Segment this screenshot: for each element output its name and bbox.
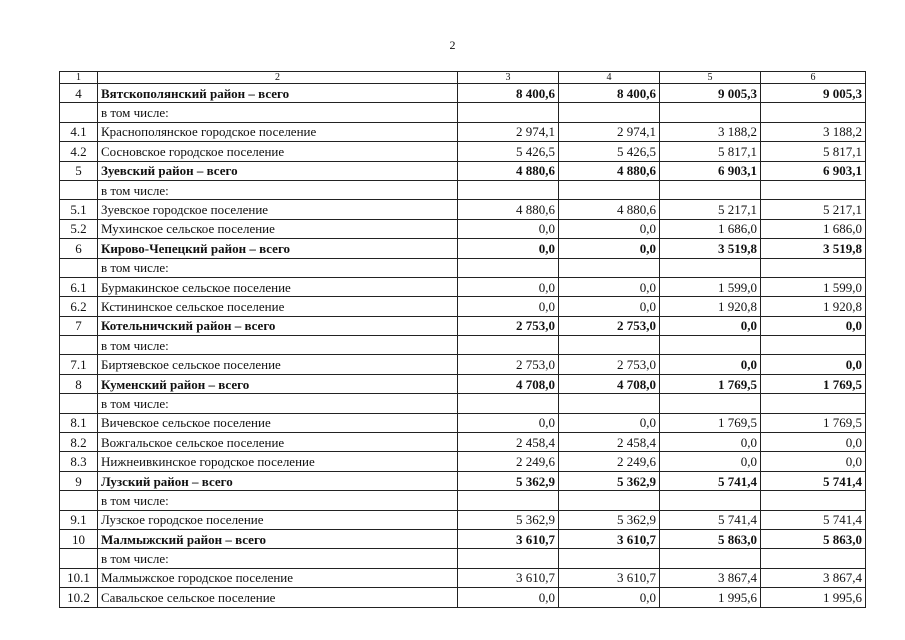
district-total-row: [60, 316, 866, 335]
value-col-4: 2 458,4: [559, 433, 660, 452]
value-col-4: [559, 103, 660, 122]
value-col-4: [559, 394, 660, 413]
value-col-3: 3 610,7: [458, 529, 559, 548]
settlement-row: [60, 413, 866, 432]
value-col-3: [458, 549, 559, 568]
value-col-6: 3 867,4: [761, 568, 866, 587]
value-col-3: 3 610,7: [458, 568, 559, 587]
value-col-4: [559, 491, 660, 510]
value-col-6: [761, 103, 866, 122]
value-col-3: 0,0: [458, 413, 559, 432]
value-col-3: 4 880,6: [458, 200, 559, 219]
row-name: Биртяевское сельское поселение: [98, 355, 458, 374]
subheading-row: [60, 103, 866, 122]
settlement-row: [60, 433, 866, 452]
value-col-5: 0,0: [660, 433, 761, 452]
row-number: [60, 103, 98, 122]
value-col-6: 5 817,1: [761, 142, 866, 161]
row-number: 4.1: [60, 122, 98, 141]
row-number: 10.2: [60, 588, 98, 607]
value-col-4: 0,0: [559, 413, 660, 432]
row-number: 10: [60, 529, 98, 548]
value-col-6: 5 741,4: [761, 510, 866, 529]
value-col-4: 2 753,0: [559, 316, 660, 335]
subheading-row: [60, 491, 866, 510]
value-col-6: 1 769,5: [761, 374, 866, 393]
subheading-row: [60, 180, 866, 199]
column-number: 4: [559, 72, 660, 84]
row-name: Мухинское сельское поселение: [98, 219, 458, 238]
value-col-4: 0,0: [559, 297, 660, 316]
value-col-5: 0,0: [660, 316, 761, 335]
row-name: Зуевский район – всего: [98, 161, 458, 180]
value-col-6: 3 188,2: [761, 122, 866, 141]
value-col-3: [458, 258, 559, 277]
value-col-4: 0,0: [559, 277, 660, 296]
value-col-5: [660, 336, 761, 355]
row-number: [60, 180, 98, 199]
value-col-5: 1 920,8: [660, 297, 761, 316]
value-col-4: 2 974,1: [559, 122, 660, 141]
district-total-row: [60, 471, 866, 490]
district-total-row: [60, 84, 866, 103]
value-col-5: 5 741,4: [660, 471, 761, 490]
row-number: 4: [60, 84, 98, 103]
column-number: 5: [660, 72, 761, 84]
district-total-row: [60, 161, 866, 180]
value-col-5: 1 686,0: [660, 219, 761, 238]
value-col-4: [559, 336, 660, 355]
settlement-row: [60, 510, 866, 529]
value-col-6: 0,0: [761, 433, 866, 452]
row-name: Бурмакинское сельское поселение: [98, 277, 458, 296]
value-col-5: 3 188,2: [660, 122, 761, 141]
settlement-row: [60, 277, 866, 296]
value-col-3: 0,0: [458, 277, 559, 296]
value-col-4: 8 400,6: [559, 84, 660, 103]
row-number: 7: [60, 316, 98, 335]
value-col-3: [458, 180, 559, 199]
value-col-3: 0,0: [458, 219, 559, 238]
row-number: 7.1: [60, 355, 98, 374]
value-col-6: [761, 491, 866, 510]
value-col-6: 5 741,4: [761, 471, 866, 490]
row-name: Лузский район – всего: [98, 471, 458, 490]
value-col-3: 2 753,0: [458, 316, 559, 335]
value-col-4: [559, 549, 660, 568]
value-col-5: 9 005,3: [660, 84, 761, 103]
value-col-3: [458, 491, 559, 510]
value-col-4: 0,0: [559, 239, 660, 258]
value-col-4: 5 426,5: [559, 142, 660, 161]
value-col-6: 0,0: [761, 316, 866, 335]
value-col-5: [660, 491, 761, 510]
value-col-6: [761, 180, 866, 199]
value-col-6: 3 519,8: [761, 239, 866, 258]
value-col-5: 1 769,5: [660, 374, 761, 393]
row-name: Лузское городское поселение: [98, 510, 458, 529]
settlement-row: [60, 588, 866, 607]
value-col-6: 1 995,6: [761, 588, 866, 607]
value-col-4: 4 708,0: [559, 374, 660, 393]
row-number: 9.1: [60, 510, 98, 529]
row-number: [60, 491, 98, 510]
subheading-label: в том числе:: [98, 258, 458, 277]
value-col-3: [458, 103, 559, 122]
settlement-row: [60, 142, 866, 161]
row-name: Вожгальское сельское поселение: [98, 433, 458, 452]
column-number: 1: [60, 72, 98, 84]
value-col-5: 1 995,6: [660, 588, 761, 607]
row-name: Кстининское сельское поселение: [98, 297, 458, 316]
settlement-row: [60, 200, 866, 219]
value-col-4: 3 610,7: [559, 529, 660, 548]
value-col-4: 4 880,6: [559, 200, 660, 219]
subheading-label: в том числе:: [98, 336, 458, 355]
value-col-5: 3 519,8: [660, 239, 761, 258]
row-name: Малмыжское городское поселение: [98, 568, 458, 587]
row-number: [60, 258, 98, 277]
value-col-4: 5 362,9: [559, 510, 660, 529]
district-total-row: [60, 239, 866, 258]
row-number: 6.1: [60, 277, 98, 296]
value-col-5: [660, 258, 761, 277]
subheading-row: [60, 394, 866, 413]
value-col-4: 4 880,6: [559, 161, 660, 180]
value-col-4: 2 249,6: [559, 452, 660, 471]
column-number: 2: [98, 72, 458, 84]
subheading-row: [60, 549, 866, 568]
value-col-5: 6 903,1: [660, 161, 761, 180]
district-total-row: [60, 529, 866, 548]
row-name: Зуевское городское поселение: [98, 200, 458, 219]
subheading-label: в том числе:: [98, 180, 458, 199]
value-col-5: [660, 103, 761, 122]
value-col-5: [660, 394, 761, 413]
subheading-row: [60, 258, 866, 277]
value-col-4: 5 362,9: [559, 471, 660, 490]
column-number-row: [60, 72, 866, 84]
value-col-6: [761, 336, 866, 355]
settlement-row: [60, 122, 866, 141]
value-col-5: 0,0: [660, 355, 761, 374]
row-name: Кирово-Чепецкий район – всего: [98, 239, 458, 258]
value-col-3: 2 249,6: [458, 452, 559, 471]
value-col-3: 5 426,5: [458, 142, 559, 161]
subheading-label: в том числе:: [98, 491, 458, 510]
value-col-4: [559, 258, 660, 277]
value-col-4: [559, 180, 660, 199]
budget-table: [59, 71, 866, 608]
subheading-label: в том числе:: [98, 549, 458, 568]
settlement-row: [60, 452, 866, 471]
value-col-5: 1 769,5: [660, 413, 761, 432]
row-name: Котельничский район – всего: [98, 316, 458, 335]
value-col-3: 8 400,6: [458, 84, 559, 103]
value-col-3: 2 753,0: [458, 355, 559, 374]
value-col-3: [458, 394, 559, 413]
value-col-3: 0,0: [458, 239, 559, 258]
value-col-4: 0,0: [559, 219, 660, 238]
value-col-6: 1 769,5: [761, 413, 866, 432]
settlement-row: [60, 219, 866, 238]
value-col-3: 2 458,4: [458, 433, 559, 452]
value-col-3: 2 974,1: [458, 122, 559, 141]
settlement-row: [60, 568, 866, 587]
value-col-5: [660, 180, 761, 199]
row-name: Нижнеивкинское городское поселение: [98, 452, 458, 471]
value-col-5: 1 599,0: [660, 277, 761, 296]
district-total-row: [60, 374, 866, 393]
value-col-3: 5 362,9: [458, 471, 559, 490]
settlement-row: [60, 355, 866, 374]
row-name: Сосновское городское поселение: [98, 142, 458, 161]
value-col-3: 5 362,9: [458, 510, 559, 529]
row-name: Вичевское сельское поселение: [98, 413, 458, 432]
subheading-row: [60, 336, 866, 355]
value-col-5: [660, 549, 761, 568]
value-col-5: 5 741,4: [660, 510, 761, 529]
row-name: Куменский район – всего: [98, 374, 458, 393]
row-number: 4.2: [60, 142, 98, 161]
value-col-3: 0,0: [458, 297, 559, 316]
row-number: 10.1: [60, 568, 98, 587]
value-col-3: 0,0: [458, 588, 559, 607]
value-col-6: [761, 549, 866, 568]
row-name: Краснополянское городское поселение: [98, 122, 458, 141]
row-number: 8: [60, 374, 98, 393]
column-number: 6: [761, 72, 866, 84]
value-col-4: 2 753,0: [559, 355, 660, 374]
value-col-6: 5 863,0: [761, 529, 866, 548]
value-col-3: 4 880,6: [458, 161, 559, 180]
row-name: Малмыжский район – всего: [98, 529, 458, 548]
value-col-6: 1 599,0: [761, 277, 866, 296]
row-number: 5.2: [60, 219, 98, 238]
row-number: 6: [60, 239, 98, 258]
value-col-6: [761, 394, 866, 413]
page-number: 2: [449, 38, 456, 52]
row-number: [60, 336, 98, 355]
subheading-label: в том числе:: [98, 394, 458, 413]
value-col-6: 1 686,0: [761, 219, 866, 238]
value-col-3: [458, 336, 559, 355]
value-col-3: 4 708,0: [458, 374, 559, 393]
value-col-4: 3 610,7: [559, 568, 660, 587]
value-col-5: 0,0: [660, 452, 761, 471]
value-col-6: 0,0: [761, 452, 866, 471]
value-col-6: 0,0: [761, 355, 866, 374]
row-number: 8.3: [60, 452, 98, 471]
column-number: 3: [458, 72, 559, 84]
row-number: 8.2: [60, 433, 98, 452]
value-col-5: 5 863,0: [660, 529, 761, 548]
value-col-6: 1 920,8: [761, 297, 866, 316]
row-name: Вятскополянский район – всего: [98, 84, 458, 103]
subheading-label: в том числе:: [98, 103, 458, 122]
row-number: 6.2: [60, 297, 98, 316]
value-col-6: 9 005,3: [761, 84, 866, 103]
value-col-5: 3 867,4: [660, 568, 761, 587]
row-number: 8.1: [60, 413, 98, 432]
value-col-5: 5 817,1: [660, 142, 761, 161]
value-col-6: 6 903,1: [761, 161, 866, 180]
row-number: 9: [60, 471, 98, 490]
row-number: [60, 394, 98, 413]
row-number: 5.1: [60, 200, 98, 219]
value-col-4: 0,0: [559, 588, 660, 607]
row-number: 5: [60, 161, 98, 180]
value-col-6: 5 217,1: [761, 200, 866, 219]
row-name: Савальское сельское поселение: [98, 588, 458, 607]
settlement-row: [60, 297, 866, 316]
value-col-5: 5 217,1: [660, 200, 761, 219]
row-number: [60, 549, 98, 568]
value-col-6: [761, 258, 866, 277]
